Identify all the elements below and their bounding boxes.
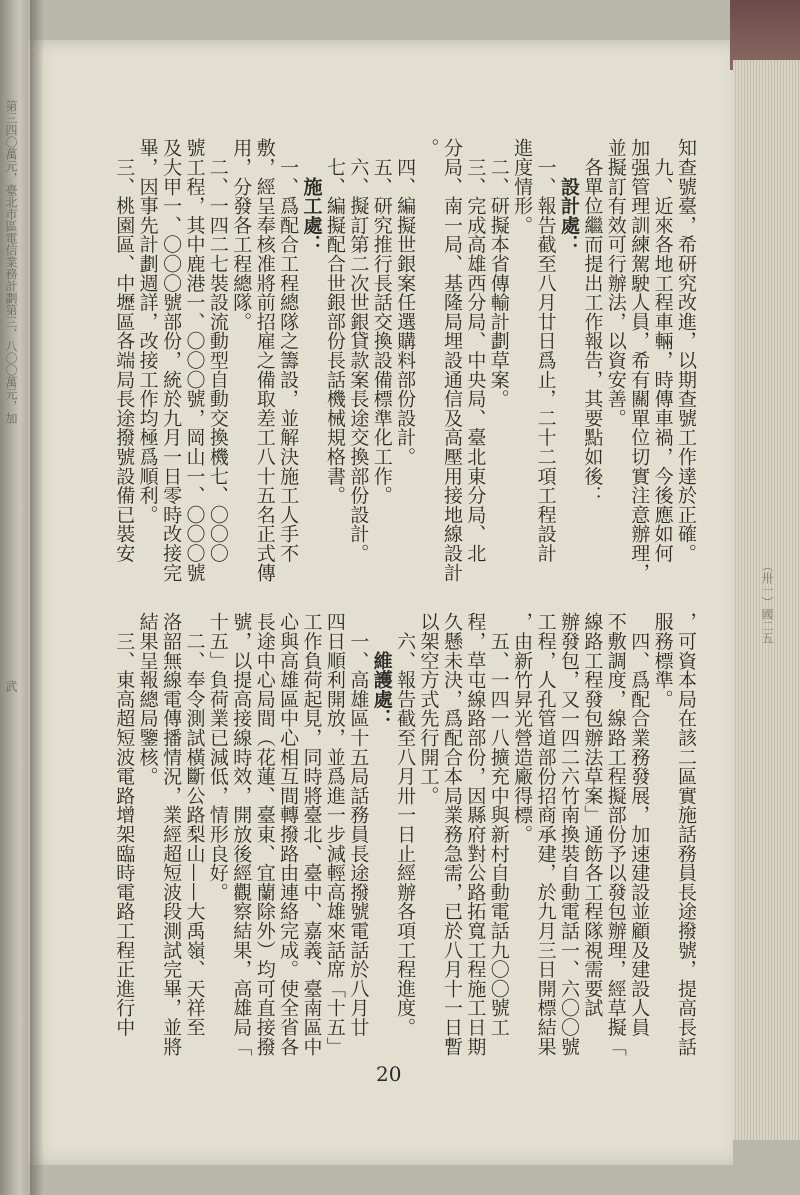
text-column: 以架空方式先行開工。 <box>417 612 440 805</box>
page-number: 20 <box>376 1062 402 1086</box>
text-column: 辦發包，又一四二六竹南換裝自動電話一、六〇〇號 <box>557 612 580 1056</box>
text-column: 三、東高超短波電路增架臨時電路工程正進行中 <box>113 612 136 1037</box>
text-column: 加强管理訓練駕駛人員，希有關單位切實注意辦理， <box>628 138 651 582</box>
text-column: 四、編擬世銀案任選購料部份設計。 <box>394 138 417 467</box>
binding-gutter-shadow <box>30 0 44 1195</box>
text-column: 十五」負荷業已減低，情形良好。 <box>206 612 229 902</box>
text-column: 各單位繼而提出工作報告，其要點如後： <box>581 138 604 505</box>
text-column: 六、報告截至八月卅一日止經辦各項工程進度。 <box>394 612 417 1037</box>
text-column: 三、桃園區、中壢區各端局長途撥號設備已裝安 <box>113 138 136 563</box>
text-column: 。 <box>417 138 440 158</box>
text-column: 洛韶無線電傳播情況，業經超短波段測試完畢，並將 <box>160 612 183 1056</box>
text-column: 四日順利開放，並爲進一步減輕高雄來話席「十五」 <box>323 612 346 1056</box>
text-column: 號工程，其中鹿港一、〇〇〇號，岡山一、〇〇〇號 <box>183 138 206 582</box>
text-column: 工作負荷起見，同時將臺北、臺中、嘉義、臺南區中 <box>300 612 323 1056</box>
text-column: ，可資本局在該二區實施話務員長途撥號，提高長話 <box>675 612 697 1056</box>
text-column: 不敷調度，線路工程擬部份予以發包辦理，經草擬「 <box>604 612 627 1056</box>
text-column: 五、一四一八擴充中與新村自動電話九〇〇號工 <box>487 612 510 1037</box>
text-column: 施工處： <box>300 138 323 254</box>
text-column: 心與高雄區中心相互間轉撥路由連絡完成。使全省各 <box>277 612 300 1056</box>
text-column: 長途中心局間（花蓮、臺東、宜蘭除外）均可直接撥 <box>253 612 276 1056</box>
bottom-text-block <box>80 612 697 1056</box>
text-column: 六、擬訂第二次世銀貸款案長途交換部份設計。 <box>347 138 370 563</box>
text-column: 三、完成高雄西分局、中央局、臺北東分局、北 <box>464 138 487 563</box>
text-column: 一、報告截至八月廿日爲止，二十二項工程設計 <box>534 138 557 563</box>
text-column: 敷，經呈奉核准將前招雇之備取差工八十五名正式傳 <box>253 138 276 582</box>
text-column: 結果呈報總局鑒核。 <box>136 612 159 786</box>
text-column: 服務標準。 <box>651 612 674 709</box>
next-page-bleed-text: （卅一）國二五 <box>760 560 774 644</box>
text-column: 知查號臺，希研究改進，以期查號工作達於正確。 <box>675 138 697 563</box>
text-column: 一、高雄區十五局話務員長途撥號電話於八月廿 <box>347 612 370 1037</box>
text-column: 設計處： <box>557 138 580 254</box>
text-column: 一、爲配合工程總隊之籌設，並解決施工人手不 <box>277 138 300 563</box>
text-column: 及大甲一、〇〇〇號部份，統於九月一日零時改接完 <box>160 138 183 582</box>
text-column: 久懸未決，爲配合本局業務急需，已於八月十一日暫 <box>440 612 463 1056</box>
text-column: 維護處： <box>370 612 393 728</box>
text-column: 分局、南一局、基隆局埋設通信及高壓用接地線設計 <box>440 138 463 582</box>
top-text-block <box>85 138 697 598</box>
text-column: 線路工程發包辦法草案」通飭各工程隊視需要試 <box>581 612 604 1018</box>
previous-page-bleed-text-2: 武 <box>4 680 18 692</box>
text-column: ，由新竹昇光營造廠得標。 <box>511 612 534 844</box>
text-column: 畢，因事先計劃週詳，改接工作均極爲順利。 <box>136 138 159 524</box>
text-column: 程，草屯線路部份，因縣府對公路拓寬工程施工日期 <box>464 612 487 1056</box>
text-column: 七、編擬配合世銀部份長話機械規格書。 <box>323 138 346 505</box>
text-column: 九、近來各地工程車輛，時傳車禍，今後應如何 <box>651 138 674 563</box>
text-column: 二、研擬本省傳輸計劃草案。 <box>487 138 510 409</box>
text-column: 用，分發各工程總隊。 <box>230 138 253 331</box>
text-column: 二、奉令測試橫斷公路梨山——大禹嶺、天祥至 <box>183 612 206 1037</box>
previous-page-bleed-text: 第三四〇萬元，臺北市區電信業務計劃第三、八〇〇萬元，加 <box>4 100 18 424</box>
text-column: 號，以提高接線時效，開放後經觀察結果，高雄局「 <box>230 612 253 1056</box>
text-column: 五、研究推行長話交換設備標準化工作。 <box>370 138 393 505</box>
text-column: 工程，人孔管道部份招商承建，於九月三日開標結果 <box>534 612 557 1056</box>
text-column: 並擬訂有效可行辦法，以資安善。 <box>604 138 627 428</box>
text-column: 二、一四二七裝設流動型自動交換機七、〇〇〇 <box>206 138 229 563</box>
text-column: 進度情形。 <box>511 138 534 235</box>
text-column: 四、爲配合業務發展，加速建設並顧及建設人員 <box>628 612 651 1037</box>
